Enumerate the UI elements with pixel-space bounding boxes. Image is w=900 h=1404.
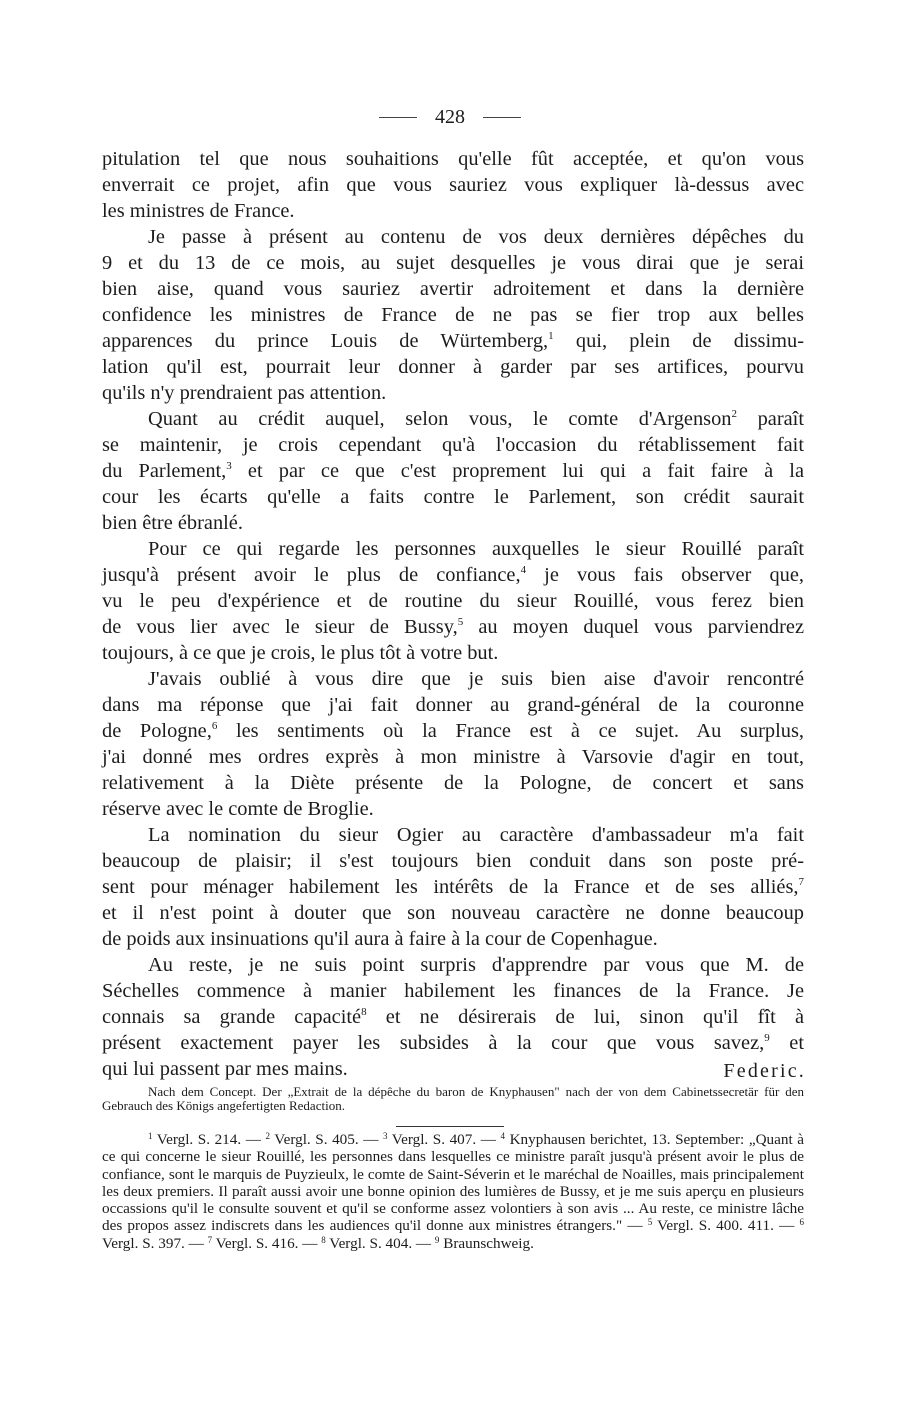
paragraph-3-cont bbox=[102, 562, 804, 640]
text-line: La nomination du sieur Ogier au caractère d'ambassadeur m'a fait bbox=[148, 824, 804, 846]
footnote-ref: 4 bbox=[520, 564, 527, 576]
text-line: du Parlement, bbox=[102, 460, 227, 482]
footnote-mark: 8 bbox=[321, 1234, 326, 1245]
text-line: cour les écarts qu'elle a faits contre le Parlement, son crédit saurait bbox=[102, 486, 804, 508]
text-line: de poids aux insinuations qu'il aura à faire à la cour de Copenhague. bbox=[102, 928, 658, 950]
text-line: vu le peu d'expérience et de routine du sieur Rouillé, vous ferez bien bbox=[102, 590, 804, 612]
text-line: présent exactement payer les subsides à la cour que vous savez, bbox=[102, 1032, 765, 1054]
text-line: qui, plein de dissimu- bbox=[553, 330, 804, 352]
text-line: qu'ils n'y prendraient pas attention. bbox=[102, 382, 387, 404]
paragraph-5 bbox=[102, 822, 804, 848]
text-line: de vous lier avec le sieur de Bussy, bbox=[102, 616, 458, 638]
text-line: réserve avec le comte de Broglie. bbox=[102, 798, 374, 820]
text-line: Pour ce qui regarde les personnes auxquelles le sieur Rouillé paraît bbox=[148, 538, 804, 560]
text-line: lation qu'il est, pourrait leur donner à garder par ses artifices, pourvu bbox=[102, 356, 804, 378]
paragraph-0 bbox=[102, 146, 804, 198]
footnote-ref: 2 bbox=[731, 408, 737, 420]
signature: Federic. bbox=[723, 1060, 806, 1082]
text-line: j'ai donné mes ordres exprès à mon ministre à Varsovie d'agir en tout, bbox=[102, 746, 804, 768]
text-line: relativement à la Diète présente de la Pologne, de concert et sans bbox=[102, 772, 804, 794]
paragraph-6-cont bbox=[102, 978, 804, 1056]
text-line: bien être ébranlé. bbox=[102, 512, 243, 534]
footnote-divider bbox=[396, 1126, 504, 1127]
text-line: bien aise, quand vous sauriez avertir adroitement et dans la dernière bbox=[102, 278, 804, 300]
text-line: Quant au crédit auquel, selon vous, le comte d'Argenson bbox=[148, 408, 732, 430]
text-line: enverrait ce projet, afin que vous sauriez vous expliquer là-dessus avec bbox=[102, 174, 804, 196]
paragraph-2-cont bbox=[102, 432, 804, 510]
paragraph-4-end bbox=[102, 796, 804, 822]
text-line: au moyen duquel vous parviendrez bbox=[463, 616, 805, 638]
footnote-ref: 8 bbox=[361, 1006, 367, 1018]
footnote-text: Knyphausen berichtet, 13. September: „Quant à ce qui concerne le sieur Rouillé, les personnes dans lesquelles ce ministre paraît jusqu'à présent avoir le plus de confiance, sont le marquis de Puyzieulx, le comte de Saint-Séverin et le maréchal de Noailles, mais principalement les deux premiers. Il paraît aussi avoir une bonne opinion des lumières de Bussy, et je me suis aperçu en plusieurs occassions qu'il le consulte souvent et qu'il se conforme assez volontiers à son avis ... Au reste, ce ministre lâche des propos assez indiscrets dans les audiences qu'il donne aux ministres étrangers." — bbox=[102, 1131, 805, 1235]
paragraph-2-end bbox=[102, 510, 804, 536]
footnote-mark: 5 bbox=[647, 1217, 653, 1228]
text-line: J'avais oublié à vous dire que je suis bien aise d'avoir rencontré bbox=[148, 668, 804, 690]
paragraph-4-cont bbox=[102, 692, 804, 796]
letter-body bbox=[102, 146, 804, 1082]
text-line: et il n'est point à douter que son nouveau caractère ne donne beaucoup bbox=[102, 902, 804, 924]
footnote-ref: 7 bbox=[798, 876, 804, 888]
header-dash-right bbox=[483, 117, 521, 118]
text-line: sent pour ménager habilement les intérêts de la France et de ses alliés, bbox=[102, 876, 799, 898]
footnote-mark: 1 bbox=[148, 1131, 153, 1141]
footnote-ref: 5 bbox=[457, 616, 464, 628]
footnote-mark: 9 bbox=[434, 1234, 440, 1245]
text-line: connais sa grande capacité bbox=[102, 1006, 362, 1028]
source-note: Nach dem Concept. Der „Extrait de la dépêche du baron de Knyphausen" nach der von dem Cabinetssecretär für den Gebrauch des Königs angefertigten Redaction. bbox=[102, 1084, 804, 1113]
footnote-mark: 4 bbox=[500, 1131, 505, 1141]
text-line: pitulation tel que nous souhaitions qu'elle fût acceptée, et qu'on vous bbox=[102, 148, 804, 170]
text-line: dans ma réponse que j'ai fait donner au grand-général de la couronne bbox=[102, 694, 804, 716]
text-line: Au reste, je ne suis point surpris d'apprendre par vous que M. de bbox=[148, 954, 804, 976]
paragraph-6 bbox=[102, 952, 804, 978]
text-line: je vous fais observer que, bbox=[526, 564, 804, 586]
footnote-mark: 3 bbox=[383, 1131, 388, 1141]
paragraph-1-end bbox=[102, 380, 804, 406]
text-line: les ministres de France. bbox=[102, 200, 295, 222]
footnote-text: Vergl. S. 404. — bbox=[325, 1234, 435, 1252]
footnote-mark: 7 bbox=[207, 1234, 213, 1245]
footnote-ref: 9 bbox=[764, 1032, 770, 1044]
text-line: de Pologne, bbox=[102, 720, 212, 742]
paragraph-6-end bbox=[102, 1056, 804, 1082]
footnote-text: Vergl. S. 407. — bbox=[387, 1131, 501, 1148]
text-line: qui lui passent par mes mains. bbox=[102, 1058, 348, 1080]
footnote-mark: 6 bbox=[799, 1217, 804, 1228]
paragraph-4 bbox=[102, 666, 804, 692]
text-line: beaucoup de plaisir; il s'est toujours bien conduit dans son poste pré- bbox=[102, 850, 804, 872]
text-line: jusqu'à présent avoir le plus de confiance, bbox=[102, 564, 521, 586]
text-line: apparences du prince Louis de Würtemberg, bbox=[102, 330, 549, 352]
footnote-ref: 1 bbox=[548, 330, 554, 342]
paragraph-5-end bbox=[102, 926, 804, 952]
paragraph-0-end bbox=[102, 198, 804, 224]
text-line: et ne désirerais de lui, sinon qu'il fît à bbox=[366, 1006, 804, 1028]
footnote-text: Vergl. S. 397. — bbox=[102, 1234, 208, 1252]
paragraph-1-cont bbox=[102, 250, 804, 380]
paragraph-3-end bbox=[102, 640, 804, 666]
paragraph-2 bbox=[102, 406, 804, 432]
footnote-mark: 2 bbox=[265, 1131, 270, 1141]
header-dash-left bbox=[379, 117, 417, 118]
text-line: toujours, à ce que je crois, le plus tôt à votre but. bbox=[102, 642, 499, 664]
text-line: Séchelles commence à manier habilement les finances de la France. Je bbox=[102, 980, 804, 1002]
text-line: se maintenir, je crois cependant qu'à l'occasion du rétablissement fait bbox=[102, 434, 804, 456]
paragraph-5-cont bbox=[102, 848, 804, 926]
footnote-ref: 6 bbox=[211, 720, 218, 732]
page-header bbox=[0, 100, 900, 134]
page-number: 428 bbox=[435, 105, 465, 128]
text-line: paraît bbox=[737, 408, 804, 430]
footnote-text: Braunschweig. bbox=[439, 1234, 534, 1252]
footnote-ref: 3 bbox=[226, 460, 232, 472]
text-line: confidence les ministres de France de ne pas se fier trop aux belles bbox=[102, 304, 804, 326]
footnote-text: Vergl. S. 400. 411. — bbox=[652, 1217, 800, 1235]
paragraph-3 bbox=[102, 536, 804, 562]
text-line: Je passe à présent au contenu de vos deux dernières dépêches du bbox=[148, 226, 804, 248]
text-line: et bbox=[769, 1032, 804, 1054]
text-line: les sentiments où la France est à ce sujet. Au surplus, bbox=[217, 720, 804, 742]
footnotes bbox=[102, 1131, 804, 1252]
footnote-text: Vergl. S. 214. — bbox=[152, 1131, 266, 1148]
paragraph-1 bbox=[102, 224, 804, 250]
text-line: 9 et du 13 de ce mois, au sujet desquelles je vous dirai que je serai bbox=[102, 252, 804, 274]
footnote-text: Vergl. S. 405. — bbox=[270, 1131, 383, 1148]
text-line: et par ce que c'est proprement lui qui a fait faire à la bbox=[231, 460, 805, 482]
footnote-text: Vergl. S. 416. — bbox=[212, 1234, 322, 1252]
